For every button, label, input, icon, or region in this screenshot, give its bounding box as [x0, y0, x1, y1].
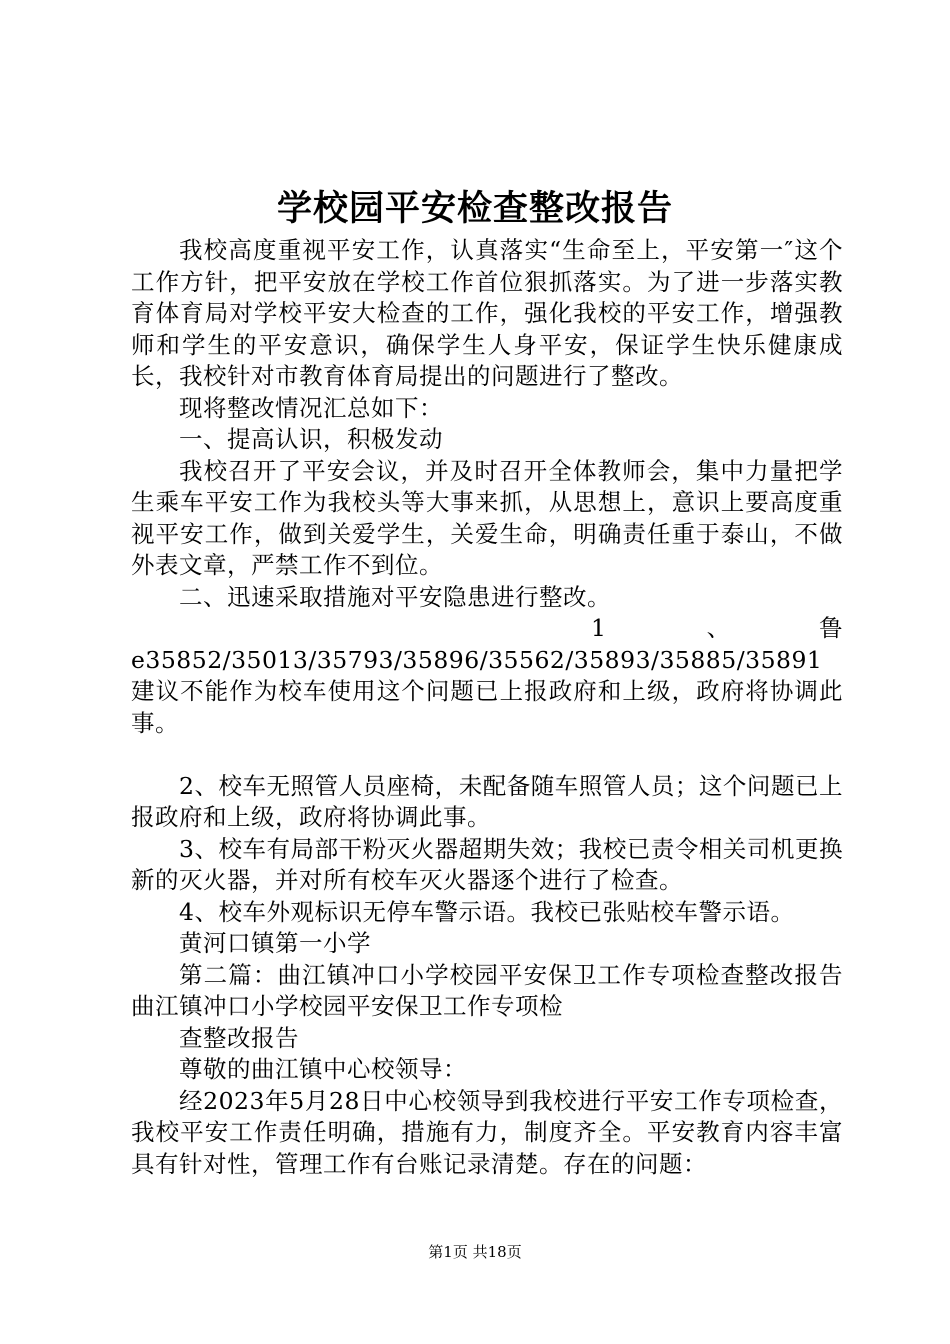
salutation: 尊敬的曲江镇中心校领导： — [179, 1055, 467, 1083]
document-title: 学校园平安检查整改报告 — [276, 188, 673, 229]
section-heading: 二、迅速采取措施对平安隐患进行整改。 — [179, 582, 611, 611]
paragraph: e35852/35013/35793/35896/35562/35893/35885/35891 建议不能作为校车使用这个问题已上报政府和上级，政府将协调此事。 — [131, 645, 843, 737]
paragraph: 经2023年5月28日中心校领导到我校进行平安工作专项检查，我校平安工作责任明确，措施有力，制度齐全。平安教育内容丰富具有针对性，管理工作有台账记录清楚。存在的问题： — [131, 1086, 843, 1178]
blank-line — [131, 739, 843, 771]
paragraph: 我校召开了平安会议，并及时召开全体教师会，集中力量把学生乘车平安工作为我校头等大事来抓，从思想上，意识上要高度重视平安工作，做到关爱学生，关爱生命，明确责任重于泰山，不做外表文章，严禁工作不到位。 — [131, 456, 843, 579]
list-item: 3、校车有局部干粉灭火器超期失效；我校已责令相关司机更换新的灭火器，并对所有校车灭火器逐个进行了检查。 — [131, 834, 843, 894]
paragraph: 我校高度重视平安工作，认真落实“生命至上，平安第一″这个工作方针，把平安放在学校工作首位狠抓落实。为了进一步落实教育体育局对学校平安大检查的工作，强化我校的平安工作，增强教师和学生的平安意识，确保学生人身平安，保证学生快乐健康成长，我校针对市教育体育局提出的问题进行了整改。 — [131, 236, 843, 390]
document-body — [131, 235, 843, 1180]
signature-line: 黄河口镇第一小学 — [179, 929, 371, 957]
section-heading: 一、提高认识，积极发动 — [179, 425, 443, 453]
list-item-number: 1 、 鲁 — [591, 614, 843, 642]
paragraph: 查整改报告 — [179, 1023, 299, 1052]
list-item: 2、校车无照管人员座椅，未配备随车照管人员；这个问题已上报政府和上级，政府将协调此事。 — [131, 771, 843, 831]
paragraph: 第二篇：曲江镇冲口小学校园平安保卫工作专项检查整改报告曲江镇冲口小学校园平安保卫工作专项检 — [131, 960, 843, 1020]
paragraph: 现将整改情况汇总如下： — [179, 393, 443, 422]
page-footer: 第1页 共18页 — [428, 1243, 522, 1261]
list-item: 4、校车外观标识无停车警示语。我校已张贴校车警示语。 — [179, 897, 795, 926]
